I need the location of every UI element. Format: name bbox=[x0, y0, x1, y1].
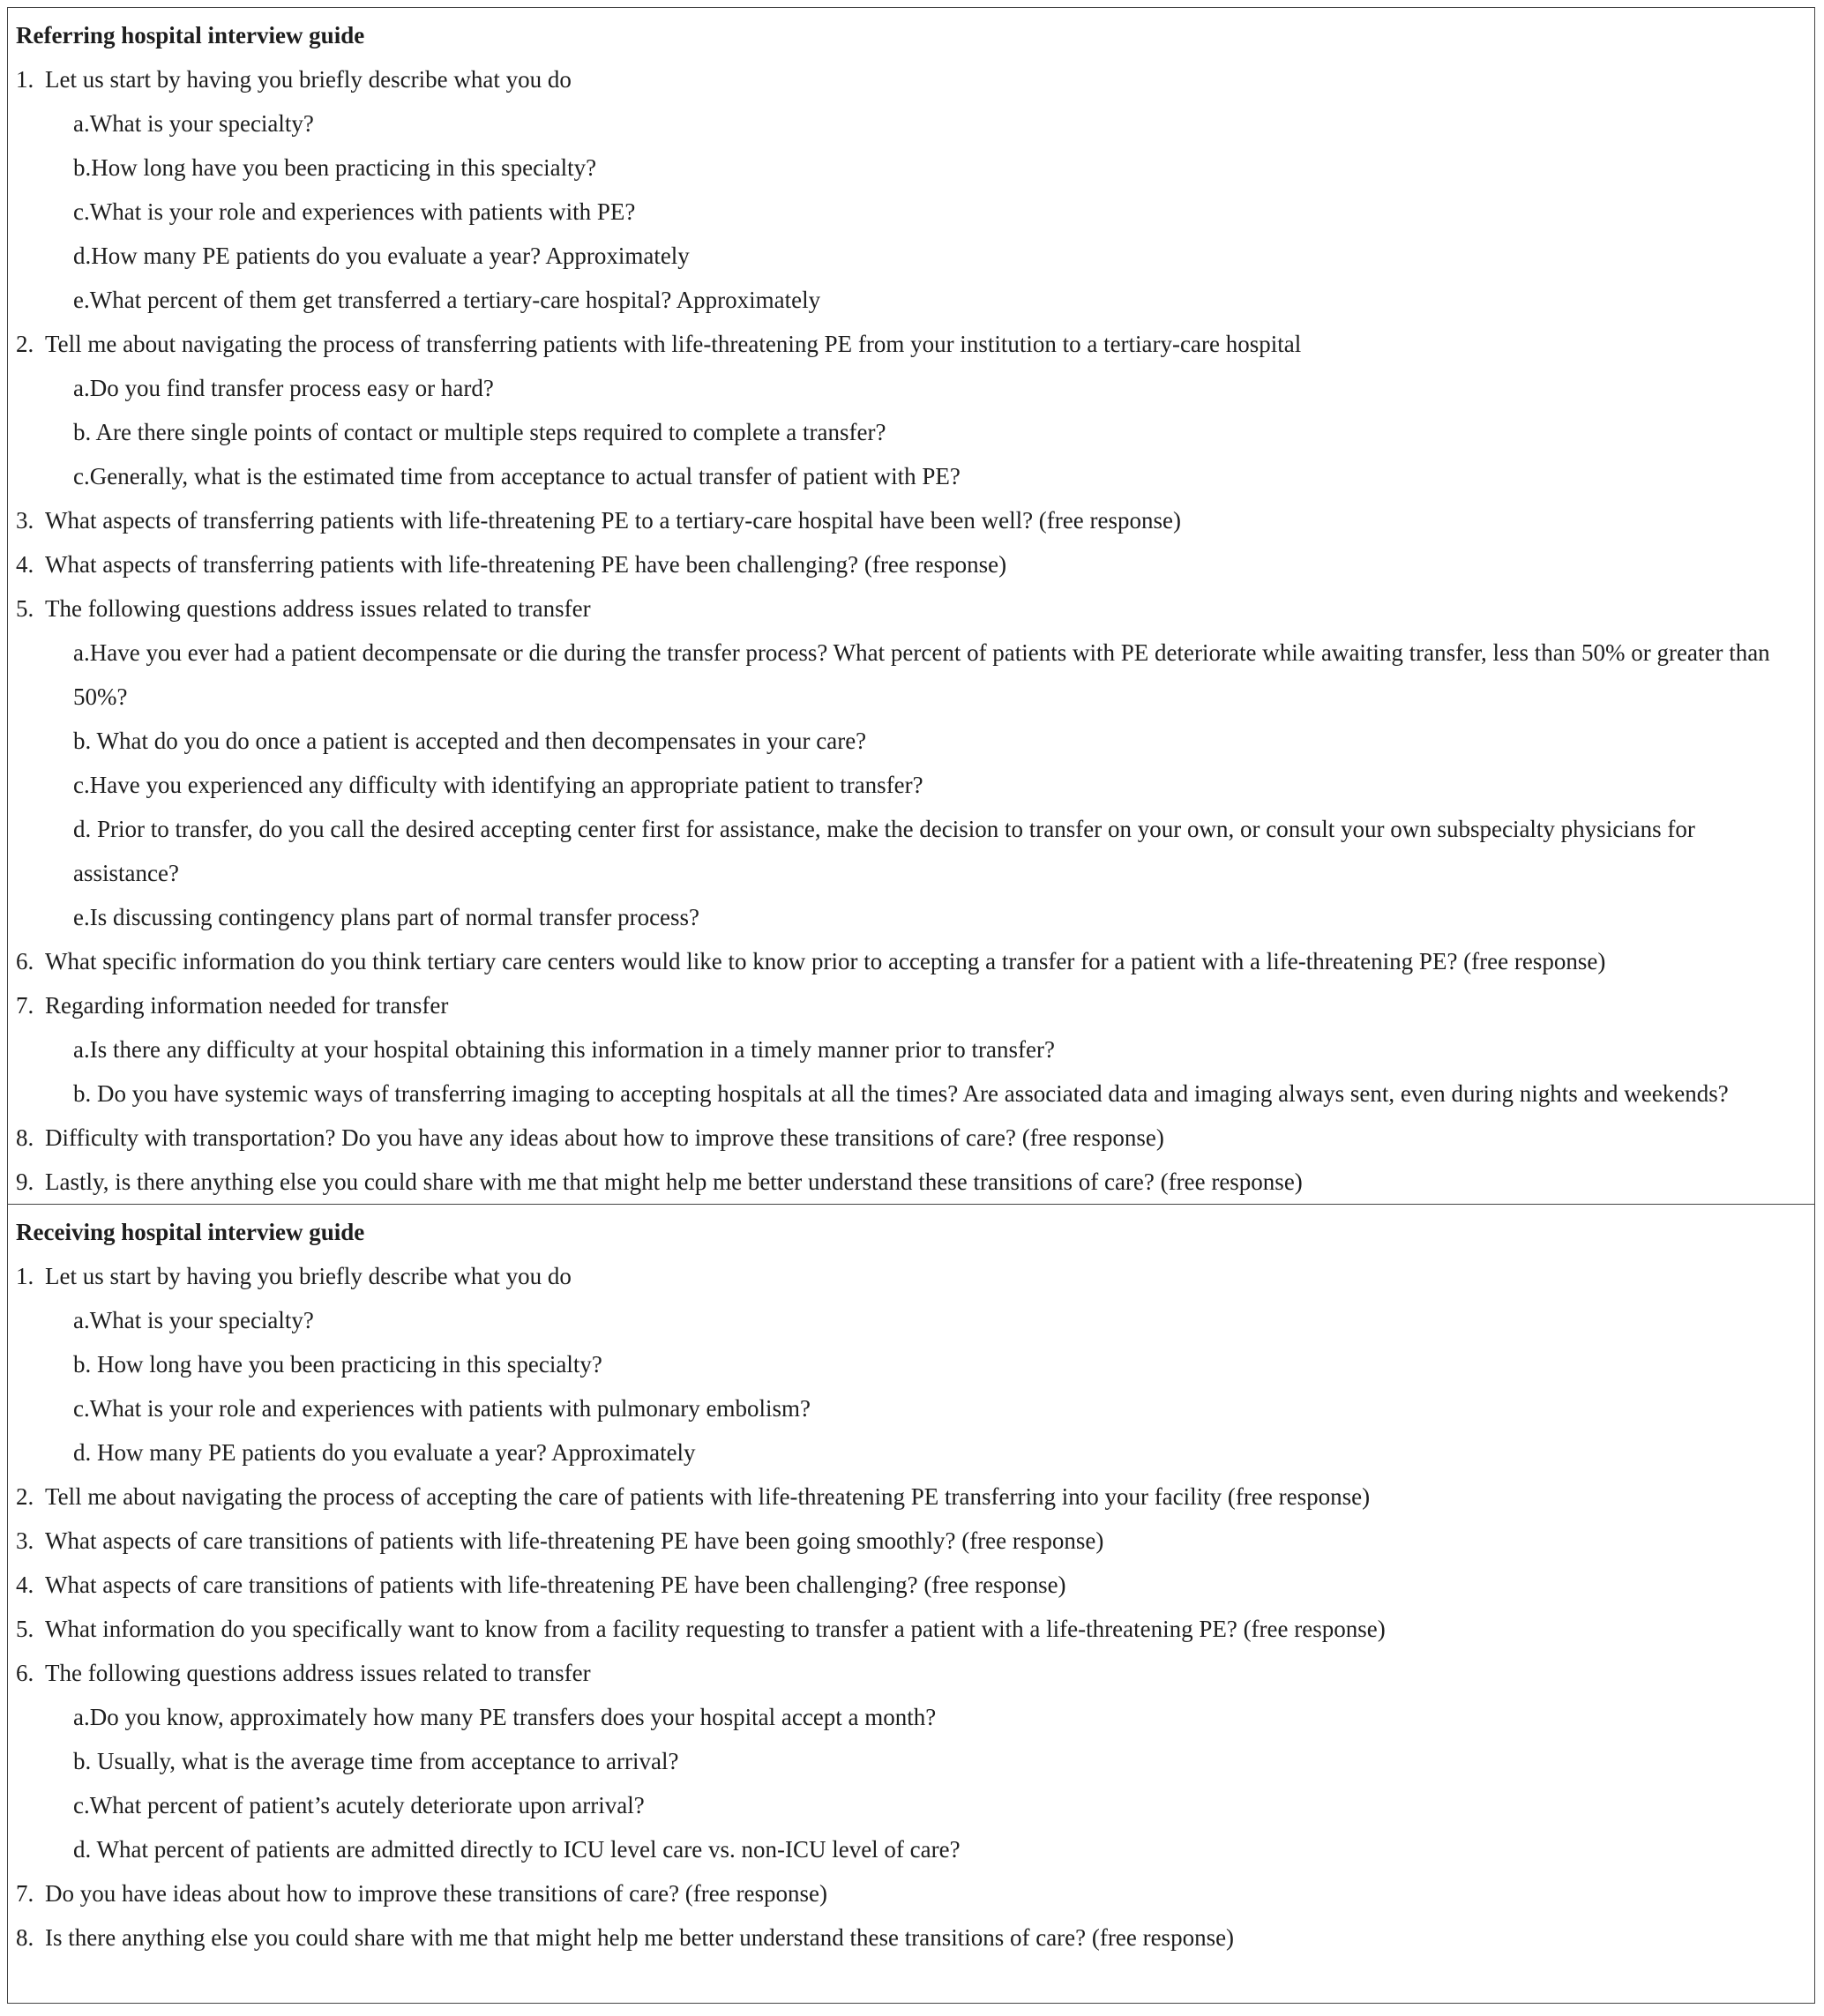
question-text: Lastly, is there anything else you could share with me that might help me better understand these transitions of care? (free response) bbox=[45, 1169, 1303, 1195]
question-text: The following questions address issues related to transfer bbox=[45, 1660, 591, 1686]
sub-question: b. What do you do once a patient is accepted and then decompensates in your care? bbox=[73, 728, 867, 754]
sub-question: d. What percent of patients are admitted directly to ICU level care vs. non-ICU level of care? bbox=[73, 1836, 961, 1863]
sub-question: e.What percent of them get transferred a tertiary-care hospital? Approximately bbox=[73, 287, 821, 313]
sub-question: a.What is your specialty? bbox=[73, 1307, 314, 1333]
question-number: 7. bbox=[16, 1880, 34, 1907]
question-text: Let us start by having you briefly describe what you do bbox=[45, 66, 572, 93]
question-text: What aspects of care transitions of patients with life-threatening PE have been challenging? (free response) bbox=[45, 1572, 1066, 1598]
question-text: What aspects of care transitions of patients with life-threatening PE have been going smoothly? (free response) bbox=[45, 1527, 1104, 1554]
question bbox=[8, 498, 1814, 542]
question-number: 8. bbox=[16, 1124, 34, 1151]
question-number: 3. bbox=[16, 1527, 34, 1554]
referring-section bbox=[8, 8, 1814, 1204]
question bbox=[8, 542, 1814, 586]
sub-question: a.What is your specialty? bbox=[73, 110, 314, 137]
question-number: 5. bbox=[16, 595, 34, 622]
section-title: Receiving hospital interview guide bbox=[16, 1219, 365, 1245]
question-list bbox=[8, 57, 1814, 1204]
question bbox=[8, 322, 1814, 366]
question-number: 2. bbox=[16, 1483, 34, 1510]
sub-question: b. How long have you been practicing in this specialty? bbox=[73, 1351, 602, 1378]
question-text: Tell me about navigating the process of accepting the care of patients with life-threatening PE transferring into your facility (free response) bbox=[45, 1483, 1371, 1510]
sub-question: a.Is there any difficulty at your hospital obtaining this information in a timely manner prior to transfer? bbox=[73, 1036, 1055, 1063]
sub-question: d. Prior to transfer, do you call the desired accepting center first for assistance, make the decision to transfer on your own, or consult your own subspecialty physicians for assistance? bbox=[73, 816, 1695, 886]
question-number: 4. bbox=[16, 1572, 34, 1598]
sub-question: e.Is discussing contingency plans part of normal transfer process? bbox=[73, 904, 700, 930]
question bbox=[8, 1475, 1814, 1519]
question-text: What aspects of transferring patients with life-threatening PE to a tertiary-care hospital have been well? (free response) bbox=[45, 507, 1181, 534]
section-title: Referring hospital interview guide bbox=[16, 22, 365, 49]
question-number: 1. bbox=[16, 1263, 34, 1289]
question-text: The following questions address issues related to transfer bbox=[45, 595, 591, 622]
question bbox=[8, 57, 1814, 101]
question bbox=[8, 586, 1814, 631]
question bbox=[8, 1915, 1814, 1960]
question-number: 2. bbox=[16, 331, 34, 357]
question bbox=[8, 1519, 1814, 1563]
question-text: Regarding information needed for transfer bbox=[45, 992, 449, 1019]
question-number: 6. bbox=[16, 948, 34, 974]
sub-question: b.How long have you been practicing in this specialty? bbox=[73, 154, 597, 181]
question bbox=[8, 1116, 1814, 1160]
question-number: 8. bbox=[16, 1924, 34, 1951]
question-text: What specific information do you think tertiary care centers would like to know prior to accepting a transfer for a patient with a life-threatening PE? (free response) bbox=[45, 948, 1606, 974]
question bbox=[8, 983, 1814, 1027]
sub-question: c.What percent of patient’s acutely deteriorate upon arrival? bbox=[73, 1792, 645, 1818]
sub-question: a.Have you ever had a patient decompensate or die during the transfer process? What percent of patients with PE deteriorate while awaiting transfer, less than 50% or greater than 50%? bbox=[73, 639, 1770, 710]
question-text: Do you have ideas about how to improve these transitions of care? (free response) bbox=[45, 1880, 827, 1907]
interview-guide-table bbox=[7, 7, 1815, 2004]
question-text: Tell me about navigating the process of transferring patients with life-threatening PE from your institution to a tertiary-care hospital bbox=[45, 331, 1302, 357]
sub-question: a.Do you find transfer process easy or hard? bbox=[73, 375, 494, 401]
question-text: Difficulty with transportation? Do you have any ideas about how to improve these transitions of care? (free response) bbox=[45, 1124, 1164, 1151]
question-text: What aspects of transferring patients with life-threatening PE have been challenging? (free response) bbox=[45, 551, 1007, 578]
question bbox=[8, 1160, 1814, 1204]
sub-question: b. Usually, what is the average time from acceptance to arrival? bbox=[73, 1748, 679, 1774]
question-number: 4. bbox=[16, 551, 34, 578]
question-number: 7. bbox=[16, 992, 34, 1019]
sub-question: c.Have you experienced any difficulty with identifying an appropriate patient to transfer? bbox=[73, 772, 923, 798]
sub-question: a.Do you know, approximately how many PE transfers does your hospital accept a month? bbox=[73, 1704, 937, 1730]
sub-question: c.Generally, what is the estimated time from acceptance to actual transfer of patient with PE? bbox=[73, 463, 961, 489]
sub-question: c.What is your role and experiences with patients with PE? bbox=[73, 198, 636, 225]
receiving-section bbox=[8, 1204, 1814, 1960]
question bbox=[8, 1254, 1814, 1298]
sub-question: c.What is your role and experiences with patients with pulmonary embolism? bbox=[73, 1395, 811, 1422]
question-number: 3. bbox=[16, 507, 34, 534]
question-number: 6. bbox=[16, 1660, 34, 1686]
sub-question: d. How many PE patients do you evaluate a year? Approximately bbox=[73, 1439, 696, 1466]
sub-question: d.How many PE patients do you evaluate a year? Approximately bbox=[73, 243, 690, 269]
question bbox=[8, 939, 1814, 983]
question-text: Is there anything else you could share with me that might help me better understand these transitions of care? (free response) bbox=[45, 1924, 1235, 1951]
question bbox=[8, 1871, 1814, 1915]
question bbox=[8, 1651, 1814, 1695]
question bbox=[8, 1607, 1814, 1651]
question-text: What information do you specifically want to know from a facility requesting to transfer a patient with a life-threatening PE? (free response) bbox=[45, 1616, 1386, 1642]
question-list bbox=[8, 1254, 1814, 1960]
question-text: Let us start by having you briefly describe what you do bbox=[45, 1263, 572, 1289]
question bbox=[8, 1563, 1814, 1607]
question-number: 5. bbox=[16, 1616, 34, 1642]
question-number: 9. bbox=[16, 1169, 34, 1195]
question-number: 1. bbox=[16, 66, 34, 93]
sub-question: b. Do you have systemic ways of transferring imaging to accepting hospitals at all the times? Are associated data and imaging always sent, even during nights and weekends? bbox=[73, 1080, 1729, 1107]
sub-question: b. Are there single points of contact or multiple steps required to complete a transfer? bbox=[73, 419, 886, 445]
